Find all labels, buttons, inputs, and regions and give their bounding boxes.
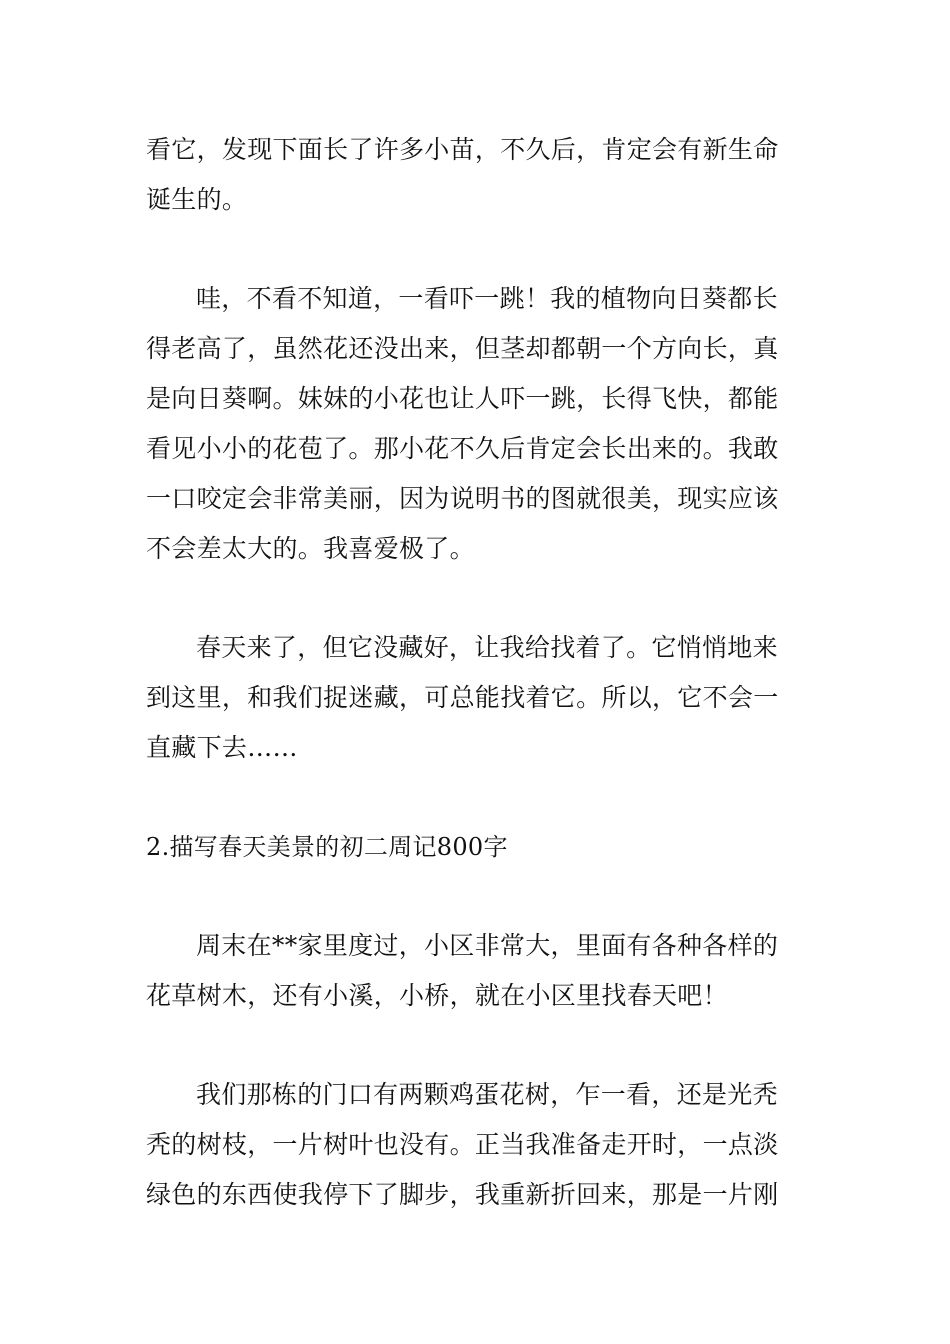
text-line: 到这里，和我们捉迷藏，可总能找着它。所以，它不会一 bbox=[146, 683, 779, 712]
text-line: 得老高了，虽然花还没出来，但茎却都朝一个方向长，真 bbox=[146, 334, 779, 363]
text-line: 周末在**家里度过，小区非常大，里面有各种各样的 bbox=[196, 931, 779, 960]
text-line: 看见小小的花苞了。那小花不久后肯定会长出来的。我敢 bbox=[146, 434, 779, 463]
text-line: 不会差太大的。我喜爱极了。 bbox=[146, 534, 475, 563]
text-line: 看它，发现下面长了许多小苗，不久后，肯定会有新生命 bbox=[146, 135, 779, 164]
text-line: 一口咬定会非常美丽，因为说明书的图就很美，现实应该 bbox=[146, 484, 779, 513]
text-line: 我们那栋的门口有两颗鸡蛋花树，乍一看，还是光秃 bbox=[196, 1080, 778, 1109]
text-line: 春天来了，但它没藏好，让我给找着了。它悄悄地来 bbox=[196, 633, 778, 662]
section-heading: 2.描写春天美景的初二周记800字 bbox=[146, 833, 508, 861]
text-line: 花草树木，还有小溪，小桥，就在小区里找春天吧！ bbox=[146, 981, 728, 1010]
text-line: 秃的树枝，一片树叶也没有。正当我准备走开时，一点淡 bbox=[146, 1130, 779, 1159]
text-line: 哇，不看不知道，一看吓一跳！我的植物向日葵都长 bbox=[196, 284, 778, 313]
text-line: 诞生的。 bbox=[146, 185, 248, 214]
text-line: 是向日葵啊。妹妹的小花也让人吓一跳，长得飞快，都能 bbox=[146, 384, 779, 413]
text-line: 直藏下去…… bbox=[146, 733, 298, 762]
text-line: 绿色的东西使我停下了脚步，我重新折回来，那是一片刚 bbox=[146, 1180, 779, 1209]
